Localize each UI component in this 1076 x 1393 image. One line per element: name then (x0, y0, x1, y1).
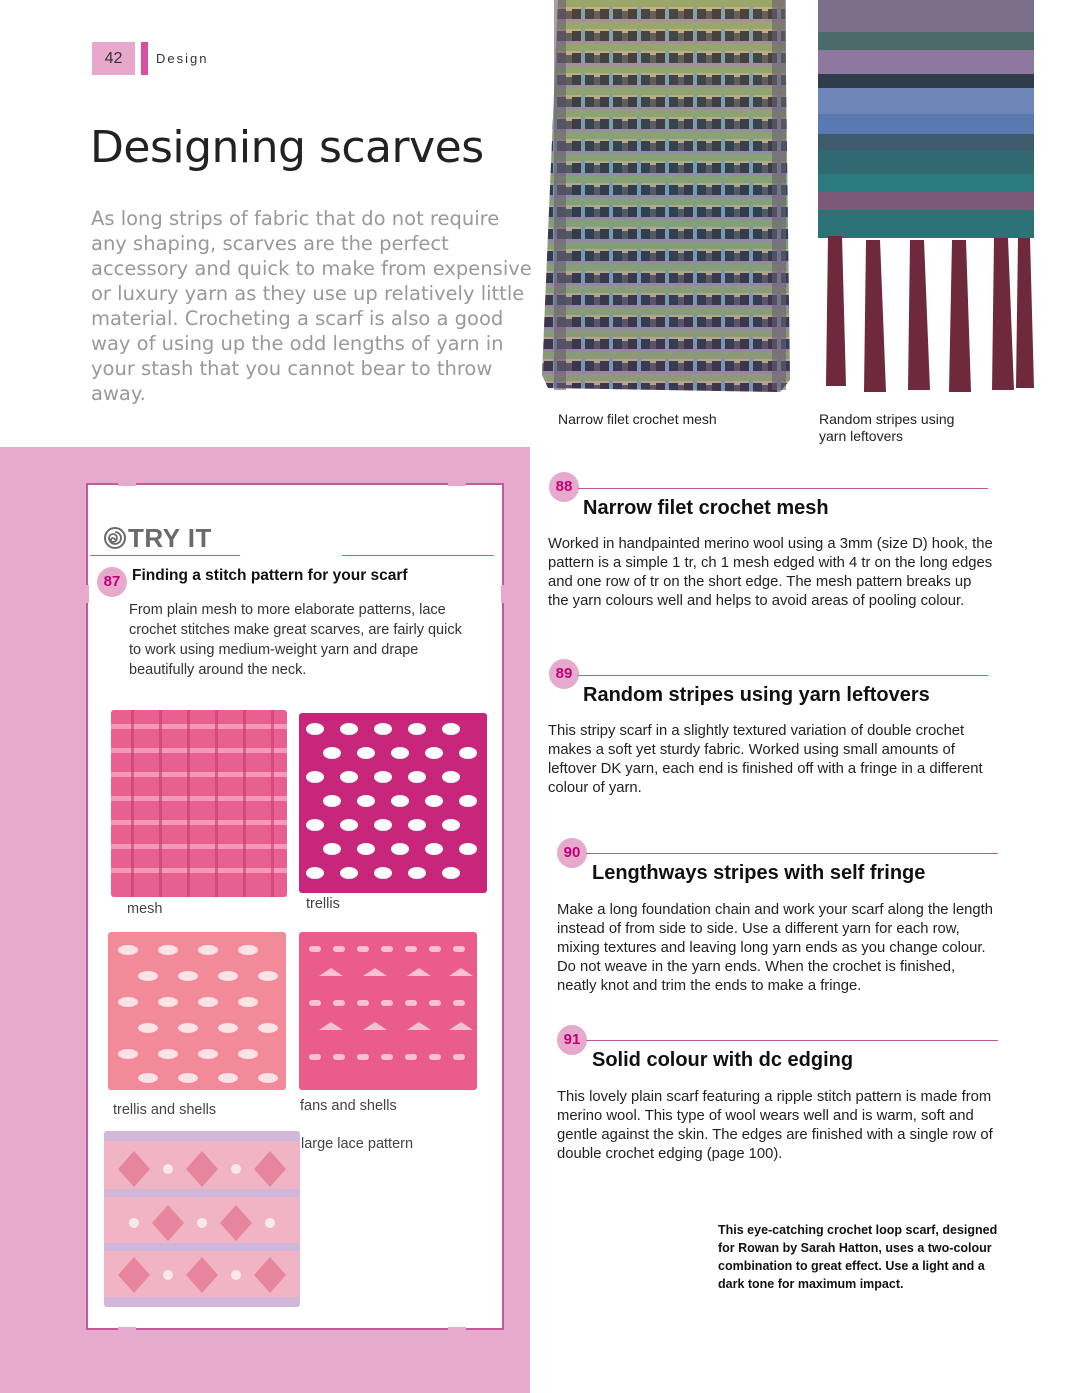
section-91-text: This lovely plain scarf featuring a ripple stitch pattern is made from merino wool. This type of wool wears well and is warm, soft and gentle against the skin. The edges are finished with a single row of double crochet edging (page 100). (557, 1089, 993, 1162)
section-89-text: This stripy scarf in a slightly textured variation of double crochet makes a soft yet sturdy fabric. Worked using small amounts of leftover DK yarn, each end is finished off with a fringe in a different colour of yarn. (548, 723, 983, 796)
caption-random-stripes-line1: Random stripes using (819, 411, 955, 427)
closing-note: This eye-catching crochet loop scarf, designed for Rowan by Sarah Hatton, uses a two-colour combination to great effect. Use a light and a dark tone for maximum impact. (718, 1223, 998, 1291)
caption-narrow-mesh: Narrow filet crochet mesh (558, 411, 717, 427)
large-lace-swatch (104, 1131, 300, 1307)
section-label: Design (156, 51, 209, 66)
section-90-badge: 90 (557, 838, 587, 868)
page-number: 42 (92, 42, 135, 75)
swatch-label-trellis-and-shells: trellis and shells (113, 1102, 217, 1118)
page-number-bar (141, 42, 148, 75)
section-89-badge: 89 (549, 659, 579, 689)
section-88-heading: Narrow filet crochet mesh (583, 497, 829, 519)
swatch-label-trellis: trellis (306, 896, 340, 912)
try-it-heading: TRY IT (128, 523, 212, 553)
fans-and-shells-swatch (299, 932, 477, 1090)
section-91-badge: 91 (557, 1025, 587, 1055)
section-88-badge: 88 (549, 472, 579, 502)
section-88-text: Worked in handpainted merino wool using a 3mm (size D) hook, the pattern is a simple 1 tr, ch 1 mesh edged with 4 tr on the long edges and one row of tr on the short edge. The mesh pattern breaks up the yarn colours well and helps to avoid areas of pooling colour. (548, 536, 993, 609)
mesh-swatch (111, 710, 287, 897)
try-it-rule-left (90, 555, 240, 556)
section-89-rule (578, 675, 988, 676)
tip-heading: Finding a stitch pattern for your scarf (132, 567, 408, 584)
section-89-heading: Random stripes using yarn leftovers (583, 684, 930, 706)
swatch-label-fans-and-shells: fans and shells (300, 1098, 397, 1114)
swatch-label-large-lace: large lace pattern (301, 1136, 414, 1152)
spiral-icon (104, 527, 126, 549)
swatch-label-mesh: mesh (127, 901, 163, 917)
narrow-filet-mesh-scarf-photo (540, 0, 795, 398)
caption-random-stripes-line2: yarn leftovers (819, 428, 904, 444)
intro-paragraph: As long strips of fabric that do not require any shaping, scarves are the perfect accessory and quick to make from expensive or luxury yarn as they use up relatively little material. Crocheting a scarf is also a good way of using up the odd lengths of yarn in your stash that you cannot bear to throw away. (91, 207, 532, 405)
section-90-heading: Lengthways stripes with self fringe (592, 862, 926, 884)
section-90-text: Make a long foundation chain and work your scarf along the length instead of from side to side. Use a different yarn for each row, mixing textures and leaving long yarn ends as you change colour. Do not weave in the yarn ends. When the crochet is finished, neatly knot and trim the ends to make a fringe. (557, 902, 993, 994)
trellis-swatch (299, 713, 487, 893)
section-88-rule (578, 488, 988, 489)
try-it-rule-right (342, 555, 494, 556)
tip-number-badge: 87 (97, 567, 127, 597)
section-91-rule (586, 1040, 998, 1041)
random-stripes-scarf-photo (812, 0, 1044, 402)
trellis-and-shells-swatch (108, 932, 286, 1090)
page-title: Designing scarves (90, 122, 484, 173)
section-91-heading: Solid colour with dc edging (592, 1049, 854, 1071)
tip-text: From plain mesh to more elaborate patterns, lace crochet stitches make great scarves, are fairly quick to work using medium-weight yarn and drape beautifully around the neck. (129, 602, 462, 678)
section-90-rule (586, 853, 998, 854)
